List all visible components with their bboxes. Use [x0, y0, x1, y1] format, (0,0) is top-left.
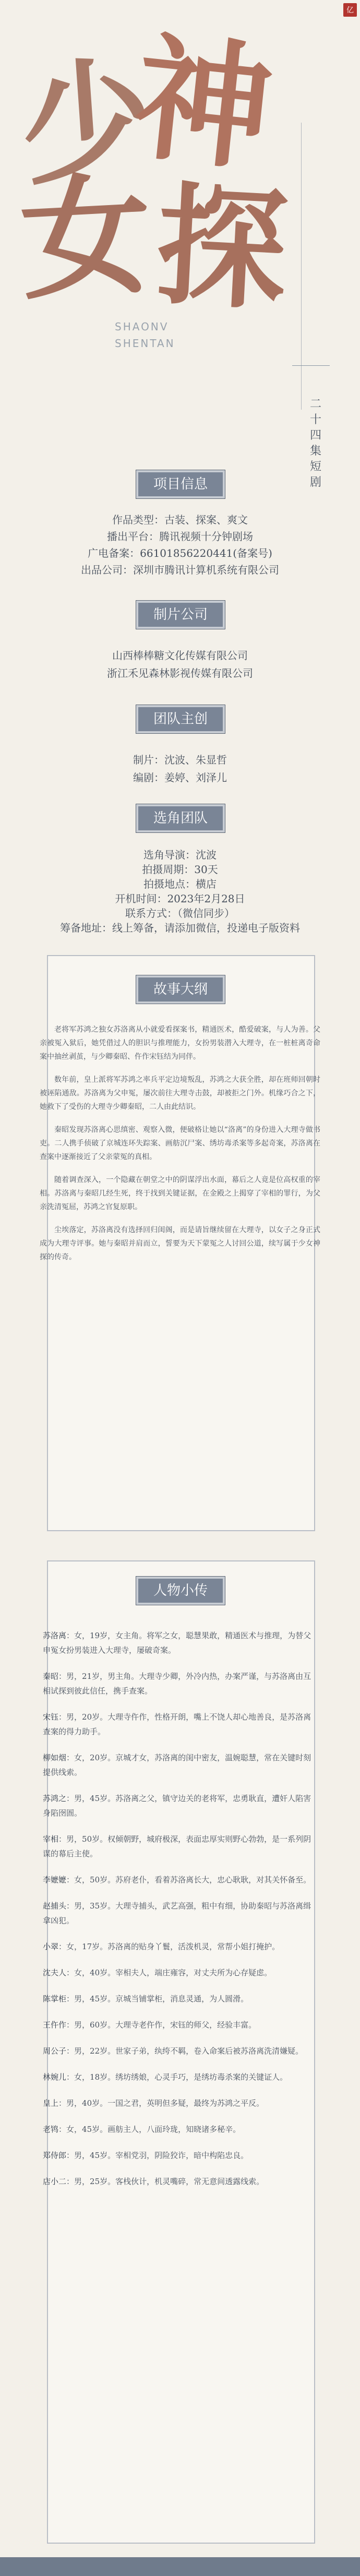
section-main-team: 团队主创	[136, 705, 225, 734]
character-name: 秦昭	[43, 1672, 59, 1681]
team-producer: 制片：沈波、朱显哲	[133, 754, 227, 766]
character-separator: ：	[66, 1901, 75, 1911]
character-separator: ：	[58, 1712, 67, 1722]
character-name: 小翠	[43, 1942, 59, 1951]
character-name: 沈夫人	[43, 1968, 67, 1977]
character-list	[43, 1628, 318, 2200]
title-char-3: 女	[17, 157, 155, 318]
character-entry	[43, 1832, 318, 1861]
character-desc: 男，35岁。大理寺捕头，武艺高强，粗中有细，协助秦昭与苏洛离缉拿凶犯。	[43, 1901, 311, 1925]
company-2: 浙江禾见森林影视传媒有限公司	[107, 667, 253, 679]
character-desc: 男，20岁。大理寺仵作，性格开朗，嘴上不饶人却心地善良，是苏洛离查案的得力助手。	[43, 1712, 311, 1736]
character-entry	[43, 1991, 318, 2006]
story-paragraph: 数年前，皇上派将军苏鸿之率兵平定边境叛乱，苏鸿之大获全胜，却在班师回朝时被诬陷通敌。苏洛离为父申冤，屡次前往大理寺击鼓，却被拒之门外。机缘巧合之下，她救下了受伤的大理寺少卿秦昭，二人由此结识。	[40, 1076, 320, 1111]
character-name: 王仵作	[43, 2020, 67, 2030]
company-1: 山西棒棒糖文化传媒有限公司	[112, 649, 248, 662]
character-separator: ：	[66, 1753, 75, 1762]
hero	[0, 0, 360, 407]
title-english	[115, 318, 175, 352]
title-char-1: 少	[16, 41, 157, 204]
character-name: 周公子	[43, 2046, 67, 2056]
character-name: 宰相	[43, 1834, 59, 1844]
section-project-info: 项目信息	[136, 470, 225, 499]
character-desc: 女，19岁，女主角。将军之女，聪慧果敢，精通医术与推理，为替父申冤女扮男装进入大理寺，屡破奇案。	[43, 1631, 311, 1655]
section-casting: 选角团队	[136, 804, 225, 833]
title-char-2: 神	[127, 18, 280, 190]
character-entry	[43, 2122, 318, 2137]
character-separator: ：	[66, 2072, 75, 2082]
shoot-location: 拍摄地点：横店	[143, 878, 217, 890]
project-platform: 播出平台：腾讯视频十分钟剧场	[107, 530, 253, 543]
project-type: 作品类型：古装、探案、爽文	[112, 514, 248, 526]
character-desc: 女，17岁。苏洛离的贴身丫鬟，活泼机灵，常帮小姐打掩护。	[66, 1942, 280, 1951]
character-separator: ：	[58, 2125, 67, 2134]
footer-bar	[0, 2557, 360, 2576]
start-date: 开机时间：2023年2月28日	[115, 892, 245, 905]
character-entry	[43, 2070, 318, 2084]
character-entry	[43, 2148, 318, 2163]
character-desc: 男，50岁。权倾朝野，城府极深，表面忠厚实则野心勃勃，是一系列阴谋的幕后主使。	[43, 1834, 311, 1858]
character-entry	[43, 1791, 318, 1820]
character-entry	[43, 2018, 318, 2032]
character-desc: 女，18岁。绣坊绣娘，心灵手巧，是绣坊毒杀案的关键证人。	[74, 2072, 288, 2082]
character-name: 柳如烟	[43, 1753, 67, 1762]
character-separator: ：	[58, 2098, 67, 2108]
character-entry	[43, 1710, 318, 1739]
prep-address: 筹备地址：线上筹备，请添加微信，投递电子版资料	[60, 922, 300, 934]
character-name: 郑侍郎	[43, 2151, 67, 2160]
character-separator: ：	[58, 1672, 67, 1681]
character-name: 李嬷嬷	[43, 1875, 67, 1885]
contact-info: 联系方式：（微信同步）	[125, 907, 235, 920]
character-separator: ：	[66, 1794, 75, 1803]
character-separator: ：	[58, 1942, 67, 1951]
story-paragraph: 尘埃落定，苏洛离没有选择回归闺阁，而是请旨继续留在大理寺，以女子之身正式成为大理寺评事。她与秦昭并肩而立，誓要为天下蒙冤之人讨回公道，续写属于少女神探的传奇。	[40, 1226, 320, 1261]
accent-rule	[292, 365, 330, 366]
character-separator: ：	[66, 2046, 75, 2056]
character-name: 苏鸿之	[43, 1794, 67, 1803]
character-desc: 男，60岁。大理寺老仵作，宋钰的师父，经验丰富。	[74, 2020, 257, 2030]
story-body	[40, 1023, 320, 1273]
character-entry	[43, 1939, 318, 1954]
character-name: 林婉儿	[43, 2072, 67, 2082]
character-name: 苏洛离	[43, 1631, 67, 1640]
corner-badge: 亿	[343, 3, 357, 17]
character-name: 陈掌柜	[43, 1994, 67, 2003]
character-entry	[43, 1628, 318, 1657]
character-name: 老鸨	[43, 2125, 59, 2134]
character-desc: 女，20岁。京城才女，苏洛离的闺中密友，温婉聪慧，常在关键时刻提供线索。	[43, 1753, 311, 1777]
section-characters: 人物小传	[136, 1576, 225, 1605]
title-english-line-1: SHAONV	[115, 320, 169, 333]
character-desc: 男，45岁。宰相党羽，阴险狡诈，暗中构陷忠良。	[74, 2151, 249, 2160]
tagline: 二十四集短剧	[309, 398, 321, 489]
character-desc: 男，21岁，男主角。大理寺少卿，外冷内热，办案严谨，与苏洛离由互相试探到彼此信任，携手查案。	[43, 1672, 311, 1696]
character-desc: 男，25岁。客栈伙计，机灵嘴碎，常无意间透露线索。	[74, 2177, 265, 2186]
character-desc: 男，45岁。京城当铺掌柜，消息灵通，为人圆滑。	[74, 1994, 249, 2003]
vertical-rule	[301, 123, 302, 410]
story-paragraph: 秦昭发现苏洛离心思缜密、观察入微，便破格让她以“洛离”的身份进入大理寺做书吏。二人携手侦破了京城连环失踪案、画舫沉尸案、绣坊毒杀案等多起奇案，苏洛离在查案中逐渐接近了父亲蒙冤的真相。	[40, 1126, 320, 1161]
character-entry	[43, 1899, 318, 1928]
character-entry	[43, 1669, 318, 1698]
casting-director: 选角导演：沈波	[143, 849, 217, 861]
character-entry	[43, 2044, 318, 2058]
character-separator: ：	[66, 2020, 75, 2030]
character-entry	[43, 1873, 318, 1887]
character-desc: 女，50岁。苏府老仆，看着苏洛离长大，忠心耿耿，对其关怀备至。	[74, 1875, 311, 1885]
character-name: 赵捕头	[43, 1901, 67, 1911]
shoot-period: 拍摄周期：30天	[142, 863, 218, 876]
character-separator: ：	[66, 1994, 75, 2003]
character-separator: ：	[66, 1631, 75, 1640]
character-entry	[43, 2096, 318, 2110]
section-story: 故事大纲	[136, 975, 225, 1004]
character-name: 店小二	[43, 2177, 67, 2186]
character-separator: ：	[58, 1834, 67, 1844]
character-separator: ：	[66, 2151, 75, 2160]
team-writer: 编剧：姜婷、刘泽儿	[133, 771, 227, 784]
story-paragraph: 随着调查深入，一个隐藏在朝堂之中的阴谋浮出水面，幕后之人竟是位高权重的宰相。苏洛离与秦昭几经生死，终于找到关键证据，在金殿之上揭穿了宰相的罪行，为父亲洗清冤屈，苏鸿之官复原职。	[40, 1176, 320, 1211]
character-entry	[43, 1750, 318, 1780]
title-char-4: 探	[152, 168, 291, 328]
character-separator: ：	[66, 2177, 75, 2186]
story-paragraph: 老将军苏鸿之独女苏洛离从小就爱看探案书，精通医术，酷爱破案，与人为善。父亲被冤入狱后，她凭借过人的胆识与推理能力，女扮男装潜入大理寺，在一桩桩离奇命案中抽丝剥茧，与少卿秦昭、仵作宋钰结为同伴。	[40, 1025, 320, 1061]
project-record: 广电备案：66101856220441(备案号)	[88, 547, 272, 559]
character-desc: 男，22岁。世家子弟，纨绔不羁，卷入命案后被苏洛离洗清嫌疑。	[74, 2046, 304, 2056]
project-producer: 出品公司：深圳市腾讯计算机系统有限公司	[81, 564, 279, 576]
character-desc: 男，40岁。一国之君，英明但多疑，最终为苏鸿之平反。	[66, 2098, 265, 2108]
character-separator: ：	[66, 1968, 75, 1977]
title-english-line-2: SHENTAN	[115, 337, 175, 350]
character-separator: ：	[66, 1875, 75, 1885]
character-desc: 女，40岁。宰相夫人，端庄雍容，对丈夫所为心存疑虑。	[74, 1968, 272, 1977]
character-desc: 女，45岁。画舫主人，八面玲珑，知晓诸多秘辛。	[66, 2125, 241, 2134]
character-name: 宋钰	[43, 1712, 59, 1722]
character-name: 皇上	[43, 2098, 59, 2108]
character-desc: 男，45岁。苏洛离之父，镇守边关的老将军，忠勇耿直，遭奸人陷害身陷囹圄。	[43, 1794, 311, 1818]
section-production: 制片公司	[136, 600, 225, 629]
character-entry	[43, 2174, 318, 2189]
character-entry	[43, 1965, 318, 1980]
